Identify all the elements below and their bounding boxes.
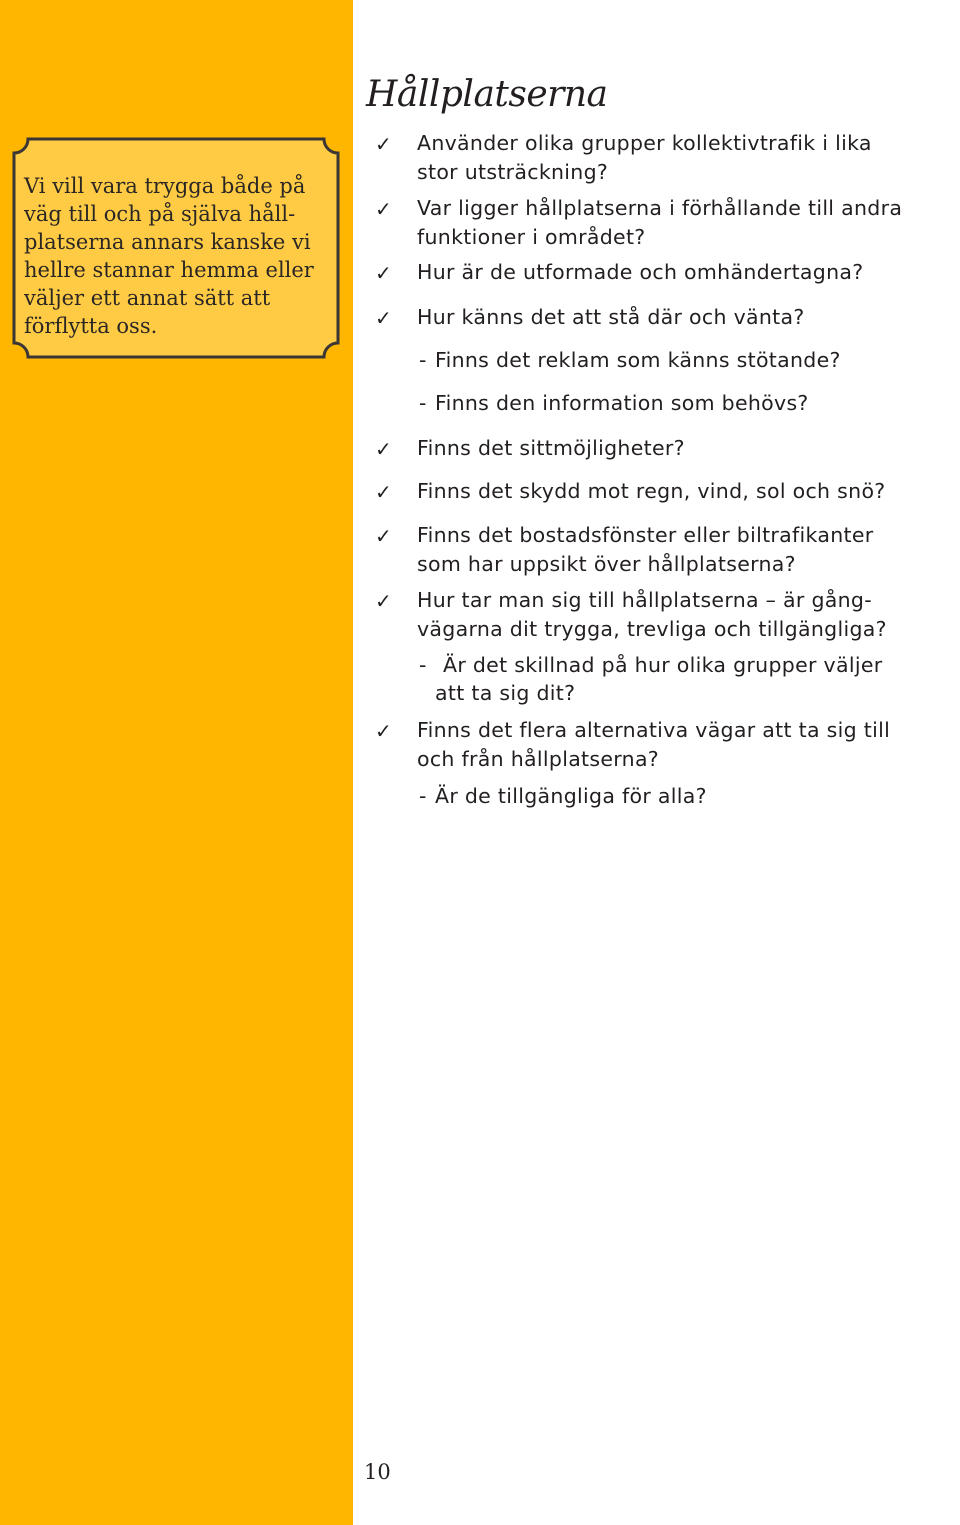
sub-list-item-line: Är de tillgängliga för alla? [435, 784, 707, 808]
callout-line: Vi vill vara trygga både på [24, 174, 306, 198]
list-item-line: Hur tar man sig till hållplatserna – är gång- [417, 588, 872, 612]
list-item-line: Finns det skydd mot regn, vind, sol och snö? [417, 479, 886, 503]
list-item [417, 303, 960, 332]
checkmark-icon: ✓ [375, 132, 392, 156]
callout-line: väljer ett annat sätt att [24, 286, 271, 310]
checkmark-icon: ✓ [375, 589, 392, 613]
list-item-line: och från hållplatserna? [417, 747, 659, 771]
list-item-line: funktioner i området? [417, 225, 646, 249]
checkmark-icon: ✓ [375, 306, 392, 330]
checkmark-icon: ✓ [375, 480, 392, 504]
list-item-line: Hur känns det att stå där och vänta? [417, 305, 805, 329]
list-item [417, 586, 960, 644]
sub-list-item [435, 782, 707, 811]
list-item-line: stor utsträckning? [417, 160, 609, 184]
page-title: Hållplatserna [366, 74, 608, 115]
sub-list-item [435, 651, 883, 706]
checkmark-icon: ✓ [375, 197, 392, 221]
callout-line: väg till och på själva håll- [24, 202, 296, 226]
list-item [417, 521, 960, 579]
list-item-line: Finns det flera alternativa vägar att ta sig till [417, 718, 891, 742]
sub-list-item [435, 346, 841, 375]
page-number: 10 [364, 1460, 391, 1484]
dash-icon: - [419, 391, 427, 415]
list-item-line: som har uppsikt över hållplatserna? [417, 552, 796, 576]
checkmark-icon: ✓ [375, 437, 392, 461]
checkmark-icon: ✓ [375, 719, 392, 743]
list-item-line: Hur är de utformade och omhändertagna? [417, 260, 864, 284]
list-item-line: Finns det sittmöjligheter? [417, 436, 685, 460]
sub-list-item-line: Finns den information som behövs? [435, 391, 809, 415]
list-item-line: vägarna dit trygga, trevliga och tillgängliga? [417, 617, 887, 641]
list-item-line: Var ligger hållplatserna i förhållande till andra [417, 196, 903, 220]
dash-icon: - [419, 348, 427, 372]
list-item [417, 716, 960, 774]
checkmark-icon: ✓ [375, 524, 392, 548]
callout-line: platserna annars kanske vi [24, 230, 311, 254]
callout-line: hellre stannar hemma eller [24, 258, 314, 282]
callout-line: förflytta oss. [24, 314, 158, 338]
sub-list-item-line: Är det skillnad på hur olika grupper väljer [443, 653, 883, 677]
list-item [417, 477, 960, 506]
sub-list-item-line: Finns det reklam som känns stötande? [435, 348, 841, 372]
dash-icon: - [419, 784, 427, 808]
list-item [417, 434, 960, 463]
list-item-line: Använder olika grupper kollektivtrafik i lika [417, 131, 872, 155]
list-item [417, 258, 960, 287]
list-item-line: Finns det bostadsfönster eller biltrafikanter [417, 523, 874, 547]
sub-list-item-line: att ta sig dit? [435, 681, 576, 705]
dash-icon: - [419, 653, 427, 677]
sub-list-item [435, 389, 809, 418]
list-item [417, 194, 960, 252]
checkmark-icon: ✓ [375, 261, 392, 285]
list-item [417, 129, 960, 187]
